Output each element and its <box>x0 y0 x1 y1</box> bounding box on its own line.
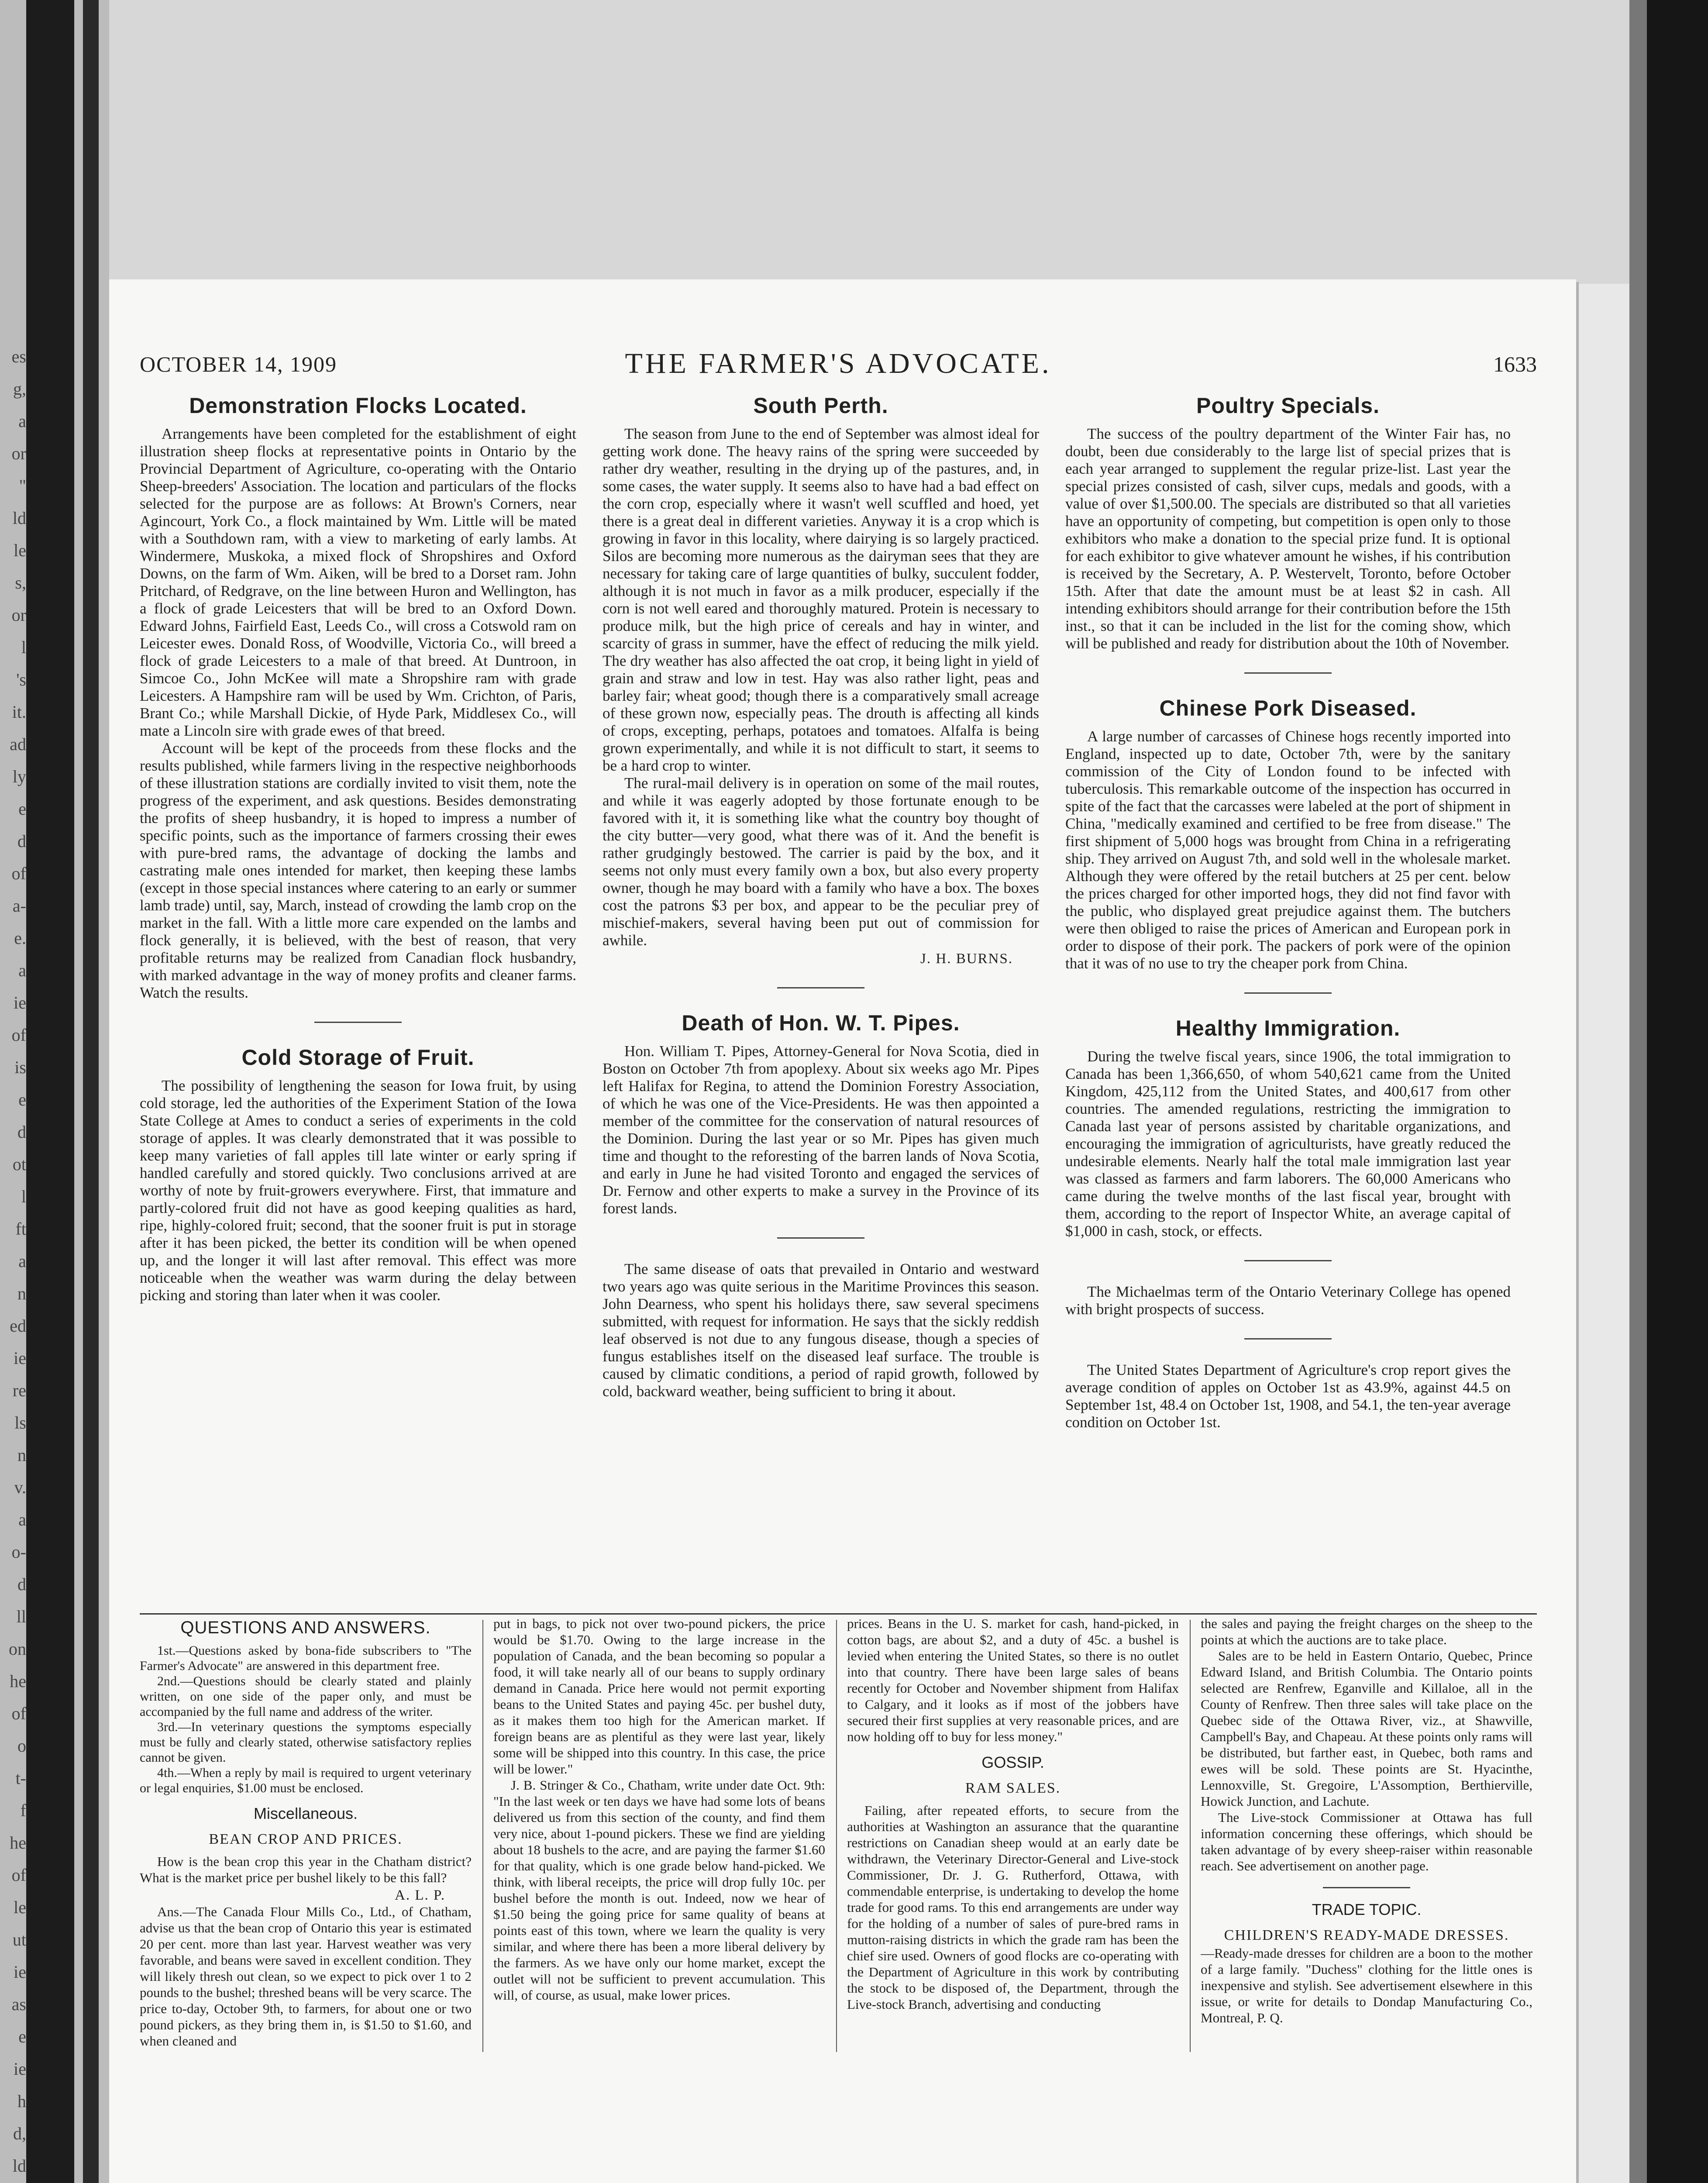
page-header <box>140 347 1537 378</box>
bottom-column-a <box>140 1615 472 2061</box>
newspaper-page <box>109 279 1576 2183</box>
facing-page-fragment: n <box>17 1445 26 1465</box>
facing-page-fragment: t- <box>15 1768 26 1788</box>
trade-topic-heading: TRADE TOPIC. <box>1312 1901 1422 1918</box>
facing-page-fragment: " <box>19 476 26 496</box>
facing-page-fragment: of <box>11 864 26 883</box>
paragraph: put in bags, to pick not over two-pound pickers, the price would be $1.70. Owing to the large increase in the population of Canada, and the bean becoming so popular a food, it will take nearly all of our beans to supply ordinary demand in Canada. Price here would not permit exporting beans to the United States and paying 45c. per bushel duty, as it makes them too high for the American market. If foreign beans are as plentiful as they were last year, likely some will be shipped into this country. In this case, the price will be lower." <box>493 1616 825 1777</box>
article-body-chinese-pork <box>1065 728 1511 972</box>
facing-page-fragment: of <box>11 1865 26 1885</box>
article-body-michaelmas <box>1065 1283 1511 1318</box>
facing-page-fragment: a <box>18 1510 26 1529</box>
facing-page-fragment: ld <box>12 508 26 528</box>
facing-page-fragment: g, <box>13 379 26 399</box>
facing-page-fragments <box>0 341 26 2183</box>
paragraph: During the twelve fiscal years, since 1906, the total immigration to Canada has been 1,366,650, of whom 540,621 came from the United Kingdom, 425,112 from the United States, and 400,617 from other countries. The amended regulations, restricting the immigration to Canada last year of persons assisted by charitable organizations, and encouraging the immigration of agriculturists, have greatly reduced the undesirable elements. Nearly half the total male immigration last year was classed as farmers and farm laborers. The 60,000 Americans who came during the twelve months of the last fiscal year, brought with them, according to the report of Inspector White, an average capital of $1,000 in cash, stock, or effects. <box>1065 1048 1511 1240</box>
facing-page-fragment: a <box>18 411 26 431</box>
paragraph: A large number of carcasses of Chinese hogs recently imported into England, inspected up to date, October 7th, were by the sanitary commission of the City of London found to be infected with tuberculosis. This remarkable outcome of the inspection has occurred in spite of the fact that the carcasses were labeled at the port of shipment in China, "medically examined and certified to be free from disease." The first shipment of 5,000 hogs was brought from China in a refrigerating ship. They arrived on August 7th, and sold well in the wholesale market. Although they were offered by the retail butchers at 25 per cent. below the prices charged for other imported hogs, they did not find favor with the public, who displayed great prejudice against them. The butchers were then obliged to raise the prices of American and European pork in order to dispose of their pork. The packers of pork were of the opinion that it was of no use to try the cheaper pork from China. <box>1065 728 1511 972</box>
column-rule <box>836 1620 837 2052</box>
article-body-immigration <box>1065 1048 1511 1240</box>
qa-rule: 3rd.—In veterinary questions the symptoms especially must be fully and clearly stated, otherwise satisfactory replies cannot be given. <box>140 1720 472 1765</box>
facing-page-fragment: n <box>17 1284 26 1303</box>
article-body-demonstration <box>140 425 576 1002</box>
column-1 <box>140 393 576 1615</box>
facing-page-fragment: ly <box>12 767 26 786</box>
facing-page-fragment: ie <box>14 993 26 1012</box>
facing-page-fragment: le <box>14 1897 26 1917</box>
article-title-chinese-pork: Chinese Pork Diseased. <box>1159 696 1417 720</box>
facing-page-fragment: ie <box>14 2059 26 2079</box>
article-body-cold-storage <box>140 1077 576 1304</box>
facing-page-fragment: re <box>12 1381 26 1400</box>
page-number: 1633 <box>1493 352 1537 376</box>
article-body-pipes <box>603 1043 1039 1217</box>
paragraph: Account will be kept of the proceeds from these flocks and the results published, while farmers living in the respective neighborhoods of these illustration stations are cordially invited to visit them, note the progress of the experiment, and ask questions. Besides demonstrating the profits of sheep husbandry, it is hoped to impress a number of specific points, such as the importance of farmers crossing their ewes with pure-bred rams, the advantage of docking the lambs and castrating male ones intended for market, then keeping these lambs (except in those special instances where catering to an early or summer lamb trade) until, say, March, instead of crowding the lamb crop on the market in the fall. With a little more care expended on the lambs and flock generally, it is believed, with the best of reason, that very profitable returns may be realized from Canadian flock husbandry, with marked advantage in the way of money profits and cleaner farms. Watch the results. <box>140 740 576 1001</box>
facing-page-fragment: d <box>17 831 26 851</box>
facing-page-fragment: ll <box>16 1607 26 1626</box>
facing-page-fragment: ld <box>12 2156 26 2176</box>
facing-page-fragment: d <box>17 1122 26 1142</box>
facing-page-fragment: ut <box>12 1930 26 1949</box>
paragraph: —Ready-made dresses for children are a boon to the mother of a large family. "Duchess" clothing for the little ones is inexpensive and stylish. See advertisement elsewhere in this issue, or write for details to Dondap Manufacturing Co., Montreal, P. Q. <box>1201 1945 1532 2025</box>
facing-page-fragment: h <box>17 2091 26 2111</box>
facing-page-fragment: ft <box>15 1219 26 1239</box>
facing-page-fragment: or <box>11 444 26 463</box>
qa-rule: 2nd.—Questions should be clearly stated and plainly written, on one side of the paper only, and must be accompanied by the full name and address of the writer. <box>140 1674 472 1719</box>
article-divider <box>777 987 864 988</box>
facing-page-fragment: of <box>11 1704 26 1723</box>
article-divider <box>1244 1338 1332 1339</box>
qa-rule: 4th.—When a reply by mail is required to urgent veterinary or legal enquiries, $1.00 must be enclosed. <box>140 1766 472 1795</box>
article-divider <box>777 1237 864 1239</box>
facing-page-fragment: l <box>21 1187 26 1206</box>
paragraph: Failing, after repeated efforts, to secure from the authorities at Washington an assurance that the quarantine restrictions on Canadian sheep would at an early date be withdrawn, the Veterinary Director-General and Live-stock Commissioner, Dr. J. G. Rutherford, Ottawa, with commendable enterprise, is undertaking to develop the home trade for good rams. To this end arrangements are under way for the holding of a number of sales of pure-bred rams in mutton-raising districts in which the grade ram has been the chief sire used. Owners of good flocks are co-operating with the Department of Agriculture in this work by contributing the stock to be disposed of, the Department, through the Live-stock Branch, advertising and conducting <box>847 1803 1179 2012</box>
paragraph: Sales are to be held in Eastern Ontario, Quebec, Prince Edward Island, and British Columbia. The Ontario points selected are Renfrew, Eganville and Killaloe, all in the County of Renfrew. Then three sales will take place on the Quebec side of the Ottawa River, viz., at Shawville, Campbell's Bay, and Chapeau. At these points only rams will be distributed, but farther east, in Quebec, both rams and ewes will be sold. These points are St. Hyacinthe, Lennoxville, St. Gregoire, L'Assomption, Berthierville, Howick Junction, and Lachute. <box>1201 1648 1532 1809</box>
article-body-us-crop <box>1065 1361 1511 1431</box>
facing-page-fragment: o <box>17 1736 26 1756</box>
masthead-title: THE FARMER'S ADVOCATE. <box>625 348 1052 379</box>
facing-page-fragment: e <box>18 799 26 819</box>
facing-page-fragment: d <box>17 1574 26 1594</box>
paragraph: Arrangements have been completed for the establishment of eight illustration sheep flocks at representative points in Ontario by the Provincial Department of Agriculture, co-operating with the Ontario Sheep-breeders' Association. The location and particulars of the flocks selected for the purpose are as follows: At Brown's Corners, near Agincourt, York Co., a flock maintained by Wm. Little will be mated with a Southdown ram, with a view to marketing of early lambs. At Windermere, Muskoka, a mixed flock of Shropshires and Oxford Downs, on the farm of Wm. Aiken, will be bred to a Dorset ram. John Pritchard, of Redgrave, on the line between Huron and Wellington, has a flock of grade Leicesters that will be bred to an Oxford Down. Edward Johns, Fairfield East, Leeds Co., will cross a Cotswold ram on Leicester ewes. Donald Ross, of Woodville, Victoria Co., will breed a flock of grade Leicesters to a male of that breed. At Duntroon, in Simcoe Co., John McKee will mate a Shropshire ram with grade Leicesters. A Hampshire ram will be used by Wm. Crichton, of Paris, Brant Co.; while Marshall Dickie, of Hyde Park, Middlesex Co., will mate a Lincoln sire with grade ewes of that breed. <box>140 425 576 739</box>
facing-page-fragment: ad <box>10 734 26 754</box>
scan-background-top <box>109 0 1629 284</box>
facing-page-fragment: f <box>20 1801 26 1820</box>
binding-bar-inner <box>83 0 99 2183</box>
facing-page-fragment: o- <box>11 1542 26 1562</box>
paragraph: How is the bean crop this year in the Chatham district? What is the market price per bushel likely to be this fall? <box>140 1854 472 1885</box>
bean-heading: BEAN CROP AND PRICES. <box>209 1831 403 1847</box>
binding-bar <box>26 0 74 2183</box>
facing-page-fragment: e <box>18 1090 26 1109</box>
issue-date: OCTOBER 14, 1909 <box>140 352 337 376</box>
article-title-demonstration: Demonstration Flocks Located. <box>189 393 527 418</box>
bottom-column-d <box>1201 1615 1532 2061</box>
question-signature: A. L. P. <box>395 1887 445 1903</box>
paragraph: The Michaelmas term of the Ontario Veterinary College has opened with bright prospects of success. <box>1065 1283 1511 1318</box>
facing-page-fragment: es <box>11 347 26 366</box>
paragraph: The success of the poultry department of the Winter Fair has, no doubt, been due considerably to the large list of special prizes that is each year arranged to supplement the regular prize-list. Last year the special prizes consisted of cash, silver cups, medals and goods, with a value of over $1,500.00. The specials are distributed so that all varieties have an opportunity of competing, but competition is open only to those exhibitors who make a donation to the special prize fund. It is optional for each exhibitor to give whatever amount he wishes, if his contribution is received by the Secretary, A. P. Westervelt, Toronto, before October 15th. After that date the amount must be at least $2 in cash. All intending exhibitors should arrange for their contribution before the 15th inst., so that it can be included in the list for the coming show, which will be published and ready for distribution about the 10th of November. <box>1065 425 1511 652</box>
facing-page-fragment: ie <box>14 1348 26 1368</box>
ram-sales-heading: RAM SALES. <box>965 1780 1061 1796</box>
article-divider <box>1323 1887 1410 1888</box>
facing-page-fragment: it. <box>12 702 26 722</box>
qa-rules <box>140 1643 472 1796</box>
qa-heading: QUESTIONS AND ANSWERS. <box>180 1618 431 1637</box>
paragraph: J. B. Stringer & Co., Chatham, write under date Oct. 9th: "In the last week or ten days we have had some lots of beans delivered us from this section of the county, and find them very nice, about 1-pound pickers. These we find are yielding about 18 bushels to the acre, and are paying the farmer $1.60 for that quality, which is one grade below hand-picked. We think, with liberal receipts, the price will drop fully 10c. per bushel before the month is out. Indeed, now we hear of $1.50 being the going price for same quality of beans at points east of this town, where we learn the quality is very similar, and where there has been a more liberal delivery by the farmers. As we have only our home market, except the outlet will not be sufficient to prevent accumulation. This will, of course, as usual, make lower prices. <box>493 1777 825 2003</box>
paragraph: prices. Beans in the U. S. market for cash, hand-picked, in cotton bags, are about $2, and a duty of 45c. a bushel is levied when entering the United States, so there is no outlet into that country. There have been large sales of beans recently for October and November shipment from Halifax to Calgary, and it looks as if most of the jobbers have secured their first supplies at very reasonable prices, and are now holding off to buy for less money." <box>847 1616 1179 1744</box>
facing-page-fragment: e. <box>14 928 26 948</box>
facing-page-fragment: d, <box>13 2124 26 2143</box>
facing-page-fragment: he <box>10 1833 26 1852</box>
facing-page-fragment: ls <box>14 1413 26 1432</box>
facing-page-fragment: le <box>14 541 26 560</box>
paragraph: The rural-mail delivery is in operation on some of the mail routes, and while it was eagerly adopted by those fortunate enough to be favored with it, it is something like what the country boy thought of the city butter—very good, what there was of it. And the benefit is rather grudgingly bestowed. The carrier is paid by the box, and it seems not only must every family own a box, but also every property owner, though he may board with a family who have a box. The boxes cost the patrons $3 per box, and appear to be the peculiar prey of mischief-makers, several having been put out of commission for awhile. <box>603 775 1039 949</box>
facing-page-fragment: ed <box>10 1316 26 1336</box>
paragraph: the sales and paying the freight charges on the sheep to the points at which the auctions are to take place. <box>1201 1616 1532 1647</box>
article-signature: J. H. BURNS. <box>920 951 1013 967</box>
facing-page-fragment: a <box>18 961 26 980</box>
column-rule <box>1190 1620 1191 2052</box>
trade-topic-subheading: CHILDREN'S READY-MADE DRESSES. <box>1224 1927 1509 1943</box>
facing-page-fragment: s, <box>15 573 26 592</box>
article-body-oats-disease <box>603 1260 1039 1400</box>
paragraph: Hon. William T. Pipes, Attorney-General for Nova Scotia, died in Boston on October 7th from apoplexy. About six weeks ago Mr. Pipes left Halifax for Regina, to attend the Dominion Forestry Association, of which he was one of the Vice-Presidents. He was then appointed a member of the committee for the conservation of natural resources of the Dominion. During the last year or so Mr. Pipes has given much time and thought to the reforesting of the barren lands of Nova Scotia, and early in June he had visited Toronto and engaged the services of Dr. Fernow and other experts to make a survey in the Province of its forest lands. <box>603 1043 1039 1217</box>
section-divider <box>140 1613 1537 1615</box>
paragraph: The United States Department of Agriculture's crop report gives the average condition of apples on October 1st as 43.9%, against 44.5 on September 1st, 48.4 on October 1st, 1908, and 54.1, the ten-year average condition on October 1st. <box>1065 1361 1511 1431</box>
article-divider <box>1244 1260 1332 1261</box>
paragraph: Ans.—The Canada Flour Mills Co., Ltd., of Chatham, advise us that the bean crop of Ontario this year is estimated 20 per cent. more than last year. Harvest weather was very favorable, and beans were saved in excellent condition. They will likely thresh out clean, so we expect to pick over 1 to 2 pounds to the bushel; threshed beans will be very scarce. The price to-day, October 9th, to farmers, for about one or two pound pickers, as they bring them in, is $1.50 to $1.60, and when cleaned and <box>140 1904 472 2049</box>
article-title-pipes: Death of Hon. W. T. Pipes. <box>682 1011 960 1035</box>
article-divider <box>314 1022 402 1023</box>
bottom-column-b <box>493 1615 825 2061</box>
article-title-cold-storage: Cold Storage of Fruit. <box>241 1045 475 1070</box>
facing-page-fragment: on <box>9 1639 26 1659</box>
facing-page-fragment: as <box>11 1994 26 2014</box>
column-2 <box>603 393 1039 1615</box>
paragraph: The season from June to the end of September was almost ideal for getting work done. The heavy rains of the spring were succeeded by rather dry weather, resulting in the drying up of the pastures, and, in some cases, the water supply. It seems also to have had a bad effect on the corn crop, especially where it wasn't well scuffled and hoed, yet there is a great deal in different varieties. Anyway it is a crop which is growing in favor in this locality, where dairying is so largely practiced. Silos are becoming more numerous as the dairyman sees that they are necessary for taking care of large quantities of bulky, succulent fodder, although it is not much in favor as a milk producer, especially if the corn is not well eared and thoroughly matured. Protein is necessary to produce milk, but the high price of cereals and hay in winter, and scarcity of grass in summer, have the effect of reducing the milk yield. The dry weather has also affected the oat crop, it being light in yield of grain and straw and low in test. Hay was also rather light, peas and barley fair; wheat good; though there is a comparatively small acreage of these grown now, especially peas. The drouth is affecting all kinds of crops, excepting, perhaps, potatoes and tomatoes. Alfalfa is being grown experimentally, and while it is not difficult to start, it seems to be a hard crop to winter. <box>603 425 1039 774</box>
gossip-heading: GOSSIP. <box>981 1753 1044 1771</box>
paragraph: The same disease of oats that prevailed in Ontario and westward two years ago was quite serious in the Maritime Provinces this season. John Dearness, who spent his holidays there, saw several specimens submitted, with request for information. He says that the sickly reddish leaf observed is not due to any fungous disease, though a species of fungus establishes itself on the diseased leaf surface. The trouble is caused by climatic conditions, a period of rapid growth, followed by cold, backward weather, being sufficient to bring it about. <box>603 1260 1039 1400</box>
misc-heading: Miscellaneous. <box>253 1804 358 1822</box>
scan-frame-right-edge <box>1629 0 1647 2183</box>
article-divider <box>1244 992 1332 994</box>
qa-rule: 1st.—Questions asked by bona-fide subscribers to "The Farmer's Advocate" are answered in this department free. <box>140 1643 472 1673</box>
facing-page-fragment: 's <box>16 670 26 689</box>
scan-frame-right <box>1647 0 1708 2183</box>
facing-page-fragment: e <box>18 2027 26 2046</box>
facing-page-fragment: of <box>11 1025 26 1045</box>
facing-page-fragment: v. <box>14 1477 26 1497</box>
article-title-poultry: Poultry Specials. <box>1196 393 1380 418</box>
column-3 <box>1065 393 1511 1615</box>
article-body-south-perth <box>603 425 1039 949</box>
paragraph: The possibility of lengthening the season for Iowa fruit, by using cold storage, led the authorities of the Experiment Station of the Iowa State College at Ames to conduct a series of experiments in the cold storage of apples. It was clearly demonstrated that it was possible to keep many varieties of fall apples till late winter or early spring if handled carefully and stored quickly. Two conclusions arrived at are worthy of note by fruit-growers everywhere. First, that immature and partly-colored fruit did not have as good keeping qualities as hard, ripe, highly-colored fruit; second, that the sooner fruit is put in storage after it has been picked, the better its condition will be when opened up, and the longer it will last after removal. This effect was more noticeable when the weather was warm during the delay between picking and storing than later when it was cooler. <box>140 1077 576 1304</box>
facing-page-fragment: l <box>21 637 26 657</box>
facing-page-fragment: ie <box>14 1962 26 1982</box>
facing-page-fragment: a- <box>12 896 26 916</box>
article-body-poultry <box>1065 425 1511 652</box>
paragraph: The Live-stock Commissioner at Ottawa has full information concerning these offerings, which should be taken advantage of by every sheep-raiser within reasonable reach. See advertisement on another page. <box>1201 1810 1532 1873</box>
bottom-column-c <box>847 1615 1179 2061</box>
column-rule <box>482 1620 483 2052</box>
article-title-immigration: Healthy Immigration. <box>1175 1016 1401 1040</box>
article-divider <box>1244 672 1332 674</box>
facing-page-fragment: is <box>14 1057 26 1077</box>
facing-page-fragment: or <box>11 605 26 625</box>
article-title-south-perth: South Perth. <box>753 393 888 418</box>
facing-page-fragment: he <box>10 1671 26 1691</box>
facing-page-fragment: ot <box>12 1154 26 1174</box>
facing-page-fragment: a <box>18 1251 26 1271</box>
